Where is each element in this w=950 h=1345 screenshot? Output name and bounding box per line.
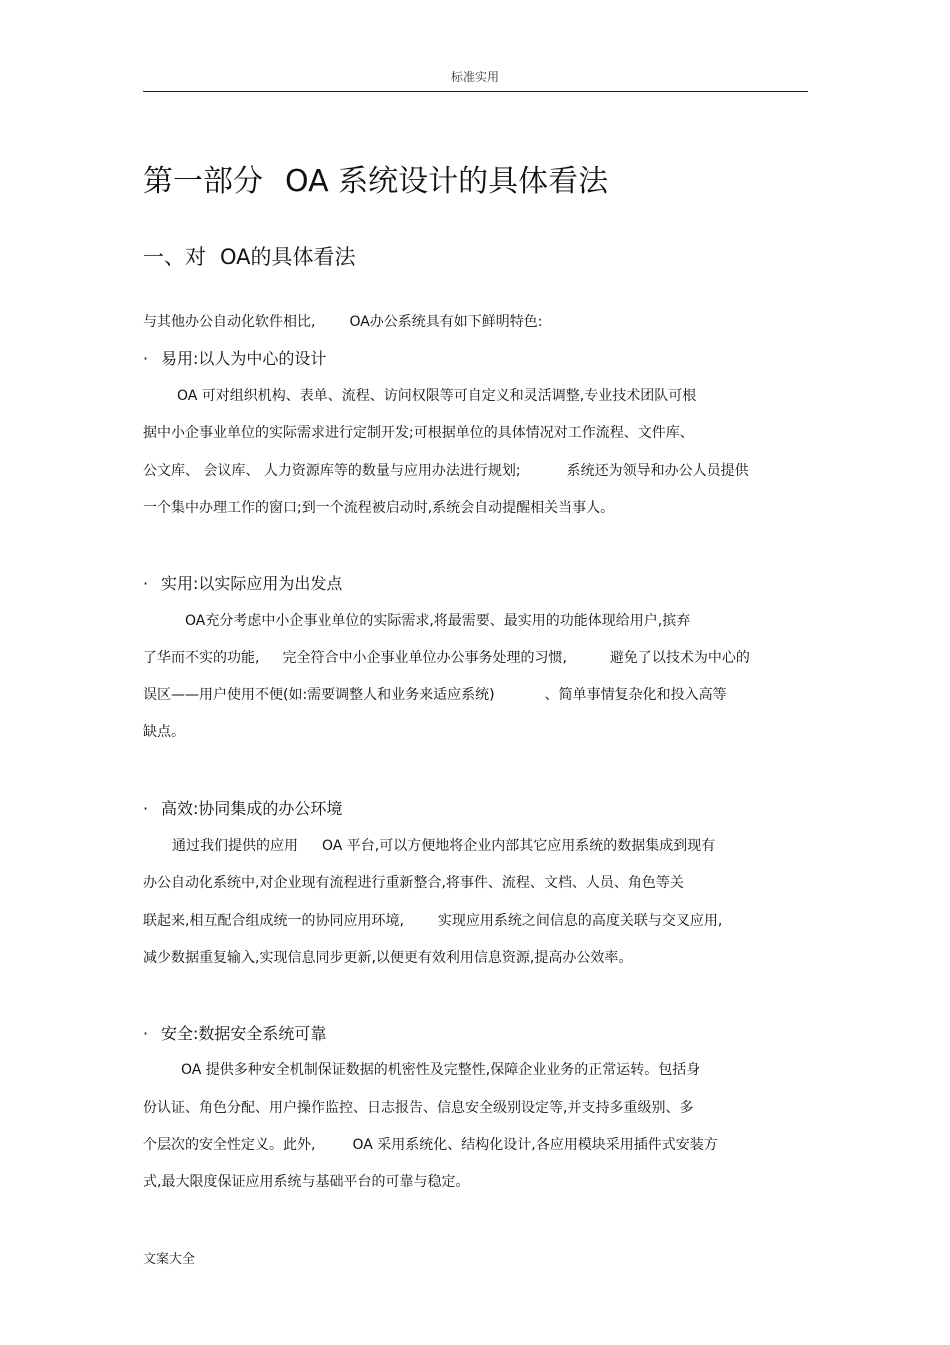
paragraph-line [143,1134,718,1154]
paragraph-line: OA充分考虑中小企事业单位的实际需求,将最需要、最实用的功能体现给用户,摈弃 [185,613,691,629]
feature-heading-usability [143,346,326,369]
paragraph-line [143,647,750,667]
paragraph-line: 办公自动化系统中,对企业现有流程进行重新整合,将事件、流程、文档、人员、角色等关 [143,875,684,891]
bullet-dot: · [143,799,149,818]
paragraph-segment: OA 采用系统化、结构化设计,各应用模块采用插件式安装方 [352,1137,718,1153]
paragraph-line: 减少数据重复输入,实现信息同步更新,以便更有效利用信息资源,提高办公效率。 [143,950,633,966]
paragraph-segment: 系统还为领导和办公人员提供 [566,463,749,479]
feature-heading-text: 易用:以人为中心的设计 [161,349,327,368]
title-part: 第一部分 [143,164,263,199]
paragraph-segment: 了华而不实的功能, [143,650,260,666]
paragraph-line: 缺点。 [143,724,185,740]
page-title [143,156,608,200]
section-number: 一、对 [143,245,206,269]
paragraph-segment: OA 平台,可以方便地将企业内部其它应用系统的数据集成到现有 [322,838,716,854]
paragraph-segment: 实现应用系统之间信息的高度关联与交叉应用, [437,913,723,929]
title-text: OA 系统设计的具体看法 [285,164,609,199]
feature-heading-security [143,1021,326,1044]
paragraph-line [172,835,715,855]
paragraph-segment: 个层次的安全性定义。此外, [143,1137,316,1153]
section-heading [143,241,356,271]
intro-b: OA办公系统具有如下鲜明特色: [349,314,543,330]
paragraph-line: 据中小企事业单位的实际需求进行定制开发;可根据单位的具体情况对工作流程、文件库、 [143,425,694,441]
paragraph-segment: 避免了以技术为中心的 [609,650,750,666]
paragraph-line: 一个集中办理工作的窗口;到一个流程被启动时,系统会自动提醒相关当事人。 [143,500,615,516]
feature-heading-text: 安全:数据安全系统可靠 [161,1024,327,1043]
paragraph-line [143,910,722,930]
paragraph-segment: 联起来,相互配合组成统一的协同应用环境, [143,913,404,929]
bullet-dot: · [143,349,149,368]
page-footer: 文案大全 [143,1252,196,1267]
feature-heading-practical [143,571,342,594]
paragraph-segment: 公文库、 会议库、 人力资源库等的数量与应用办法进行规划; [143,463,521,479]
page-header: 标准实用 [450,70,499,84]
paragraph-segment: 完全符合中小企事业单位办公事务处理的习惯, [282,650,567,666]
paragraph-line: OA 可对组织机构、表单、流程、访问权限等可自定义和灵活调整,专业技术团队可根 [177,388,697,404]
paragraph-segment: 、简单事情复杂化和投入高等 [544,687,727,703]
intro-a: 与其他办公自动化软件相比, [143,314,316,330]
bullet-dot: · [143,1024,149,1043]
section-text: OA的具体看法 [220,245,356,269]
paragraph-segment: 通过我们提供的应用 [172,838,298,854]
feature-heading-efficient [143,796,342,819]
paragraph-line [143,460,749,480]
header-rule [143,91,808,92]
bullet-dot: · [143,574,149,593]
paragraph-line: 份认证、角色分配、用户操作监控、日志报告、信息安全级别设定等,并支持多重级别、多 [143,1100,694,1116]
paragraph-segment: 误区——用户使用不便(如:需要调整人和业务来适应系统) [143,687,495,703]
feature-heading-text: 高效:协同集成的办公环境 [161,799,343,818]
feature-heading-text: 实用:以实际应用为出发点 [161,574,343,593]
paragraph-line: OA 提供多种安全机制保证数据的机密性及完整性,保障企业业务的正常运转。包括身 [181,1062,701,1078]
paragraph-line: 式,最大限度保证应用系统与基础平台的可靠与稳定。 [143,1174,470,1190]
paragraph-line [143,684,727,704]
intro-paragraph [143,311,543,331]
